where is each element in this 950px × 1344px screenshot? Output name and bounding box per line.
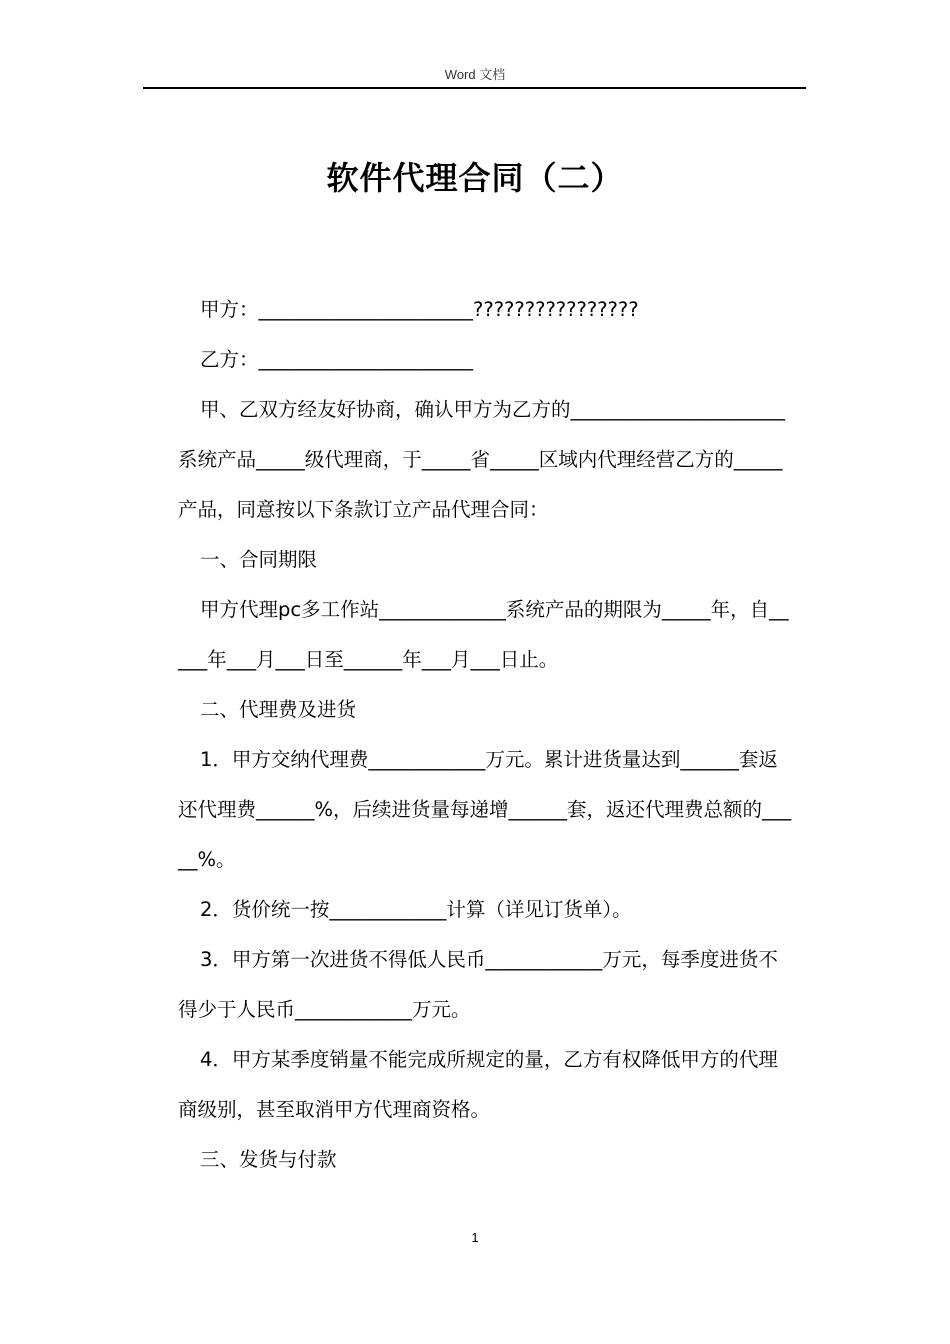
party-a-line: 甲方：______________________???????????????? (200, 298, 639, 321)
intro-paragraph: 甲、乙双方经友好协商，确认甲方为乙方的______________________系统产品_____级代理商，于_____省_____区域内代理经营乙方的_____产品，同意按以下条款订立产品代理合同： (178, 398, 786, 521)
term-paragraph: 甲方代理pc多工作站_____________系统产品的期限为_____年，自_____年___月___日至______年___月___日止。 (178, 598, 789, 671)
page-header: Word 文档 (444, 67, 506, 82)
section-heading-term: 一、合同期限 (200, 548, 318, 571)
fee-clause-3: 3．甲方第一次进货不得低人民币____________万元，每季度进货不得少于人民币____________万元。 (178, 948, 778, 1021)
header-divider (143, 87, 806, 89)
fee-clause-4: 4．甲方某季度销量不能完成所规定的量，乙方有权降低甲方的代理商级别，甚至取消甲方代理商资格。 (178, 1048, 778, 1121)
document-body (178, 285, 792, 1185)
document-title: 软件代理合同（二） (326, 159, 624, 197)
party-b-line: 乙方：______________________ (200, 348, 474, 371)
section-heading-fees: 二、代理费及进货 (200, 698, 357, 721)
page-number: 1 (471, 1230, 479, 1245)
section-heading-delivery: 三、发货与付款 (200, 1148, 337, 1171)
fee-clause-2: 2．货价统一按____________计算（详见订货单）。 (200, 898, 632, 921)
fee-clause-1: 1．甲方交纳代理费____________万元。累计进货量达到______套返还代理费______%，后续进货量每递增______套，返还代理费总额的_____%。 (178, 748, 792, 871)
